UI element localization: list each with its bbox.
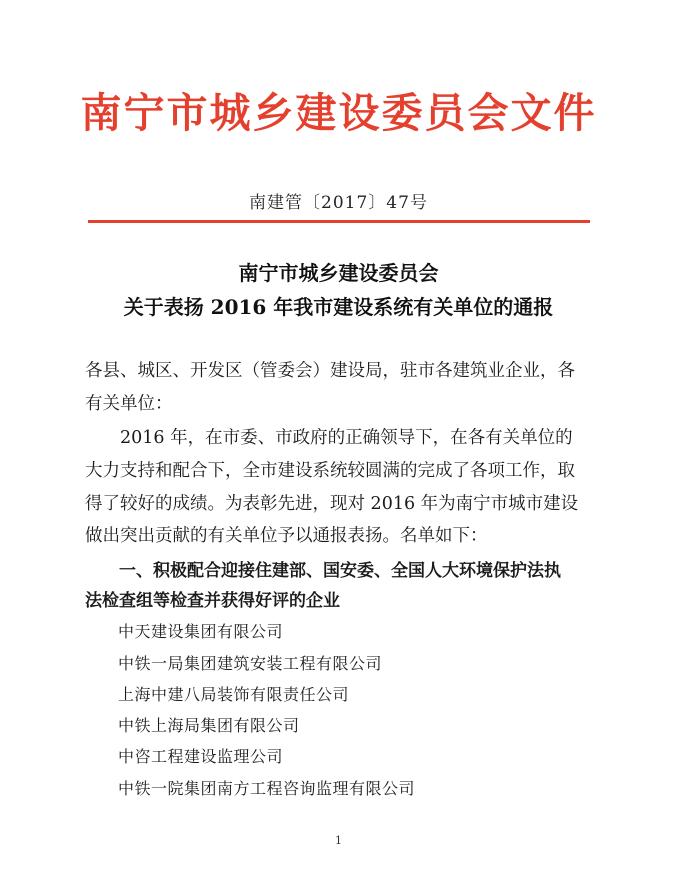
body-line: 各县、城区、开发区（管委会）建设局，驻市各建筑业企业，各 [85, 361, 575, 381]
company-list-item: 中铁一院集团南方工程咨询监理有限公司 [118, 779, 416, 798]
document-number: 南建管〔2017〕47号 [249, 193, 428, 213]
body-line: 有关单位： [85, 394, 173, 414]
notice-title-line-1: 南宁市城乡建设委员会 [238, 261, 439, 285]
page-number: 1 [335, 834, 342, 847]
notice-title-line-2: 关于表扬 2016 年我市建设系统有关单位的通报 [123, 295, 554, 319]
company-list-item: 中铁上海局集团有限公司 [118, 716, 300, 735]
body-line: 大力支持和配合下，全市建设系统较圆满的完成了各项工作，取 [85, 461, 575, 481]
company-list-item: 中天建设集团有限公司 [118, 622, 284, 641]
company-list-item: 上海中建八局装饰有限责任公司 [118, 685, 350, 704]
red-divider-rule [88, 220, 590, 223]
body-line: 得了较好的成绩。为表彰先进，现对 2016 年为南宁市城市建设 [85, 494, 579, 514]
body-line: 2016 年，在市委、市政府的正确领导下，在各有关单位的 [85, 428, 573, 448]
company-list-item: 中铁一局集团建筑安装工程有限公司 [118, 654, 383, 673]
section-heading-line: 法检查组等检查并获得好评的企业 [85, 591, 340, 611]
document-header-title: 南宁市城乡建设委员会文件 [80, 89, 597, 137]
section-heading-line: 一、积极配合迎接住建部、国安委、全国人大环境保护法执 [85, 561, 561, 581]
body-line: 做出突出贡献的有关单位予以通报表扬。名单如下： [85, 526, 488, 546]
company-list-item: 中咨工程建设监理公司 [118, 747, 284, 766]
